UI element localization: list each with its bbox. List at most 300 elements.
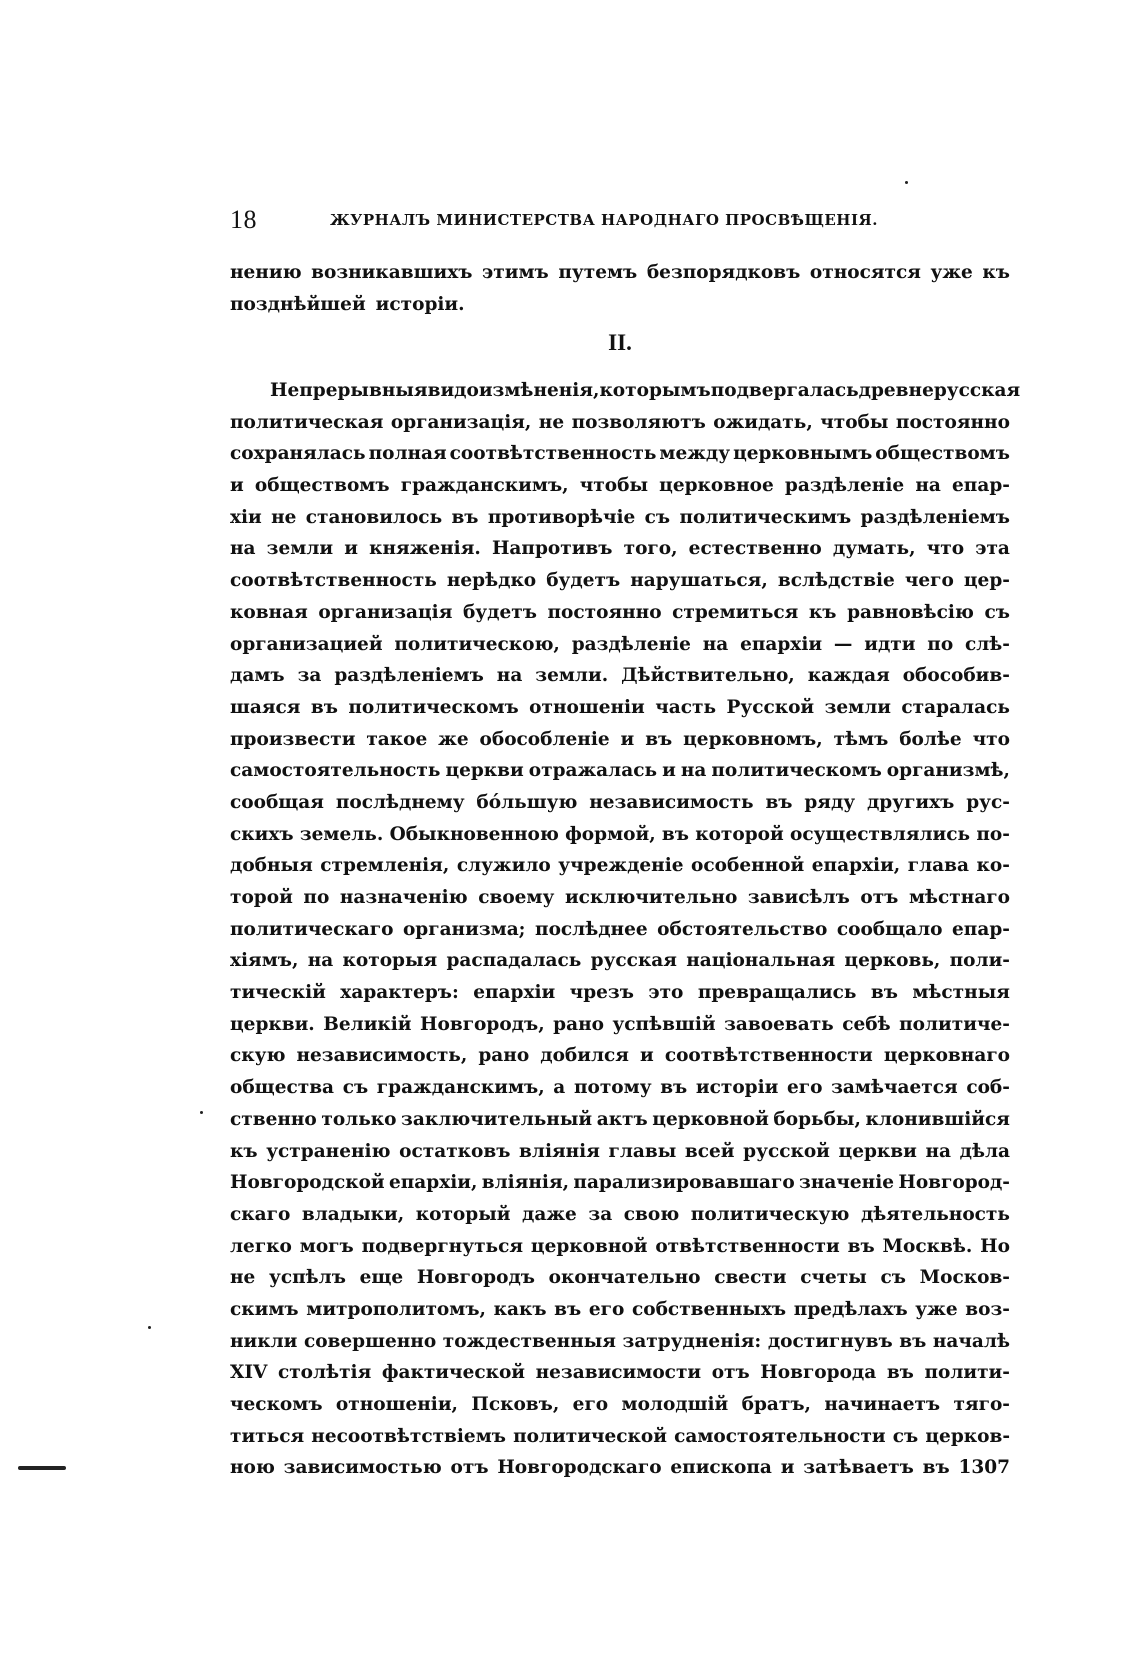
word: ряду	[804, 791, 856, 813]
word: ною	[230, 1457, 275, 1479]
word: которыя	[342, 950, 438, 972]
word: чтобы	[579, 475, 648, 497]
word: молодшій	[621, 1394, 729, 1415]
word: Великій	[323, 1013, 412, 1035]
word: того,	[623, 538, 678, 560]
word: политическимъ	[679, 506, 852, 528]
word: исторіи	[695, 1077, 779, 1099]
word: что	[926, 538, 965, 560]
word: земли	[266, 538, 334, 560]
word: актъ	[596, 1108, 648, 1130]
text-line	[230, 375, 1021, 407]
word: церков-	[925, 1425, 1010, 1447]
word: даже	[522, 1203, 577, 1225]
word: гражданскимъ,	[400, 475, 569, 497]
word: зависѣлъ	[747, 887, 850, 908]
word: самостоятельность	[230, 760, 441, 782]
word: за	[588, 1203, 613, 1225]
word: —	[833, 633, 853, 655]
word: организація	[318, 601, 453, 623]
word: соотвѣтственности	[664, 1045, 873, 1067]
word: на	[496, 665, 523, 687]
text-line	[230, 565, 1010, 597]
word: счеты	[800, 1267, 867, 1289]
section-heading: II.	[608, 330, 632, 355]
text-line	[230, 1357, 1010, 1389]
word: начинаетъ	[824, 1394, 941, 1415]
word: несоотвѣтствіемъ	[311, 1425, 506, 1447]
word: самостоятельности	[674, 1425, 886, 1447]
word: церковное	[659, 475, 774, 497]
word: этимъ	[482, 262, 549, 283]
word: раздѣленіе	[784, 475, 905, 497]
text-line	[230, 1452, 1010, 1484]
word: стремленія,	[320, 855, 450, 877]
text-line	[230, 407, 1010, 439]
word: и	[640, 1045, 654, 1067]
text-line	[230, 945, 1010, 977]
word: церковнаго	[883, 1045, 1010, 1067]
word: своему	[478, 887, 555, 908]
text-line	[230, 755, 1010, 787]
word: стремиться	[672, 601, 799, 623]
word: отъ	[450, 1457, 489, 1479]
word: всей	[684, 1140, 735, 1162]
word: организма;	[402, 918, 526, 940]
word: на	[230, 538, 256, 560]
word: чрезъ	[569, 982, 634, 1004]
word: Новгородской	[230, 1172, 385, 1194]
word: значеніе	[799, 1172, 894, 1194]
word: княженія.	[369, 538, 481, 560]
word: Но	[980, 1235, 1010, 1257]
word: которымъ	[599, 380, 711, 401]
word: независимость,	[296, 1045, 468, 1067]
word: соб-	[966, 1077, 1010, 1099]
word: естественно	[688, 538, 822, 560]
word: это	[648, 982, 684, 1004]
word: затѣваетъ	[803, 1457, 914, 1479]
word: церковномъ,	[683, 728, 823, 750]
word: съ	[644, 506, 671, 528]
word: его	[588, 1298, 625, 1320]
word: обособив-	[902, 665, 1010, 687]
word: учрежденіе	[558, 855, 684, 877]
word: воз-	[965, 1298, 1010, 1320]
word: въ	[870, 982, 898, 1004]
word: въ	[645, 728, 673, 750]
word: епархіи	[740, 633, 823, 655]
word: завоевать	[724, 1013, 834, 1035]
word: устраненію	[266, 1140, 391, 1162]
word: свести	[714, 1267, 787, 1289]
word: политической	[513, 1425, 667, 1447]
word: епар-	[952, 918, 1010, 940]
text-line	[230, 438, 1010, 470]
word: съ	[880, 1267, 906, 1289]
word: въ	[922, 1457, 950, 1479]
word: за	[297, 665, 322, 687]
word: формой,	[565, 823, 656, 845]
word: общества	[230, 1077, 335, 1099]
word: отражалась	[528, 760, 658, 782]
word: относятся	[809, 262, 921, 283]
word: на	[680, 760, 707, 782]
word: постоянно	[547, 601, 662, 623]
word: поли-	[949, 950, 1010, 972]
word: послѣднему	[335, 791, 465, 813]
word: что	[972, 728, 1010, 750]
word: зависимостью	[283, 1457, 442, 1479]
word: церковь,	[844, 950, 941, 972]
word: въ	[554, 1298, 582, 1320]
word: церковной	[652, 1108, 769, 1130]
word: будетъ	[546, 570, 621, 592]
word: который	[415, 1203, 511, 1225]
word: въ	[661, 823, 689, 845]
word: позднѣйшей	[230, 293, 366, 315]
text-line	[230, 882, 1010, 914]
word: противорѣчіе	[487, 506, 636, 528]
text-line	[230, 819, 1010, 851]
word: глава	[907, 855, 969, 877]
word: соотвѣтственность	[449, 443, 657, 465]
word: хіямъ,	[230, 950, 299, 972]
word: его	[572, 1394, 609, 1415]
word: и	[620, 728, 635, 750]
word: отвѣтственности	[655, 1235, 840, 1257]
word: совершенно	[303, 1330, 437, 1352]
word: шаяся	[230, 696, 301, 718]
word: съ	[342, 1077, 369, 1099]
word: равновѣсію	[847, 601, 974, 623]
text-line	[230, 1421, 1010, 1453]
word: раздѣленіемъ	[860, 506, 1010, 528]
word: Дѣйствительно,	[621, 665, 795, 687]
word: видоизмѣненія,	[427, 380, 600, 401]
word: фактической	[381, 1362, 526, 1384]
word: политиче-	[899, 1013, 1010, 1035]
word: подвергалась	[710, 380, 859, 401]
word: Новгородъ	[416, 1267, 535, 1289]
word: слѣ-	[964, 633, 1010, 655]
word: ковная	[230, 601, 308, 623]
word: затрудненія:	[622, 1330, 762, 1352]
word: политическомъ	[711, 760, 882, 782]
text-line	[230, 257, 1010, 289]
word: еще	[359, 1267, 404, 1289]
word: епархіи,	[388, 1172, 478, 1194]
word: Русской	[726, 696, 815, 718]
word: ко-	[976, 855, 1010, 877]
word: епископа	[670, 1457, 772, 1479]
word: клонившійся	[865, 1108, 1010, 1130]
word: обществомъ	[875, 443, 1010, 465]
word: часть	[655, 696, 717, 718]
journal-title: ЖУРНАЛЪ МИНИСТЕРСТВА НАРОДНАГО ПРОСВѢЩЕНІЯ.	[330, 211, 878, 229]
word: позволяютъ	[571, 411, 706, 433]
word: тождественныя	[442, 1330, 616, 1352]
word: идти	[864, 633, 916, 655]
word: и	[780, 1457, 795, 1479]
word: соотвѣтственность	[230, 570, 437, 592]
word: Новгородъ,	[420, 1013, 545, 1035]
word: церкви.	[230, 1013, 315, 1035]
word: гражданскимъ,	[376, 1077, 545, 1099]
word: остатковъ	[399, 1140, 511, 1162]
text-line	[230, 597, 1010, 629]
word: отъ	[711, 1362, 750, 1384]
text-line	[230, 1040, 1010, 1072]
text-line	[230, 1072, 1010, 1104]
word: Псковъ,	[471, 1394, 560, 1415]
word: становилось	[305, 506, 443, 528]
word: вліянія,	[481, 1172, 570, 1194]
word: титься	[230, 1425, 305, 1447]
word: подвергнуться	[361, 1235, 524, 1257]
text-line	[230, 1167, 1010, 1199]
word: какъ	[493, 1298, 547, 1320]
text-line	[230, 787, 1010, 819]
text-line	[230, 1009, 1010, 1041]
text-line	[230, 502, 1010, 534]
word: дѣятельность	[860, 1203, 1010, 1225]
word: политическаго	[230, 918, 394, 940]
word: раздѣленіе	[571, 633, 691, 655]
word: епархіи,	[811, 855, 901, 877]
word: организація,	[390, 411, 532, 433]
word: нерѣдко	[446, 570, 537, 592]
word: которой	[695, 823, 784, 845]
main-paragraph	[230, 375, 1021, 1484]
word: произвести	[230, 728, 356, 750]
print-speck	[148, 1326, 151, 1329]
word: по-	[976, 823, 1010, 845]
word: нению	[230, 262, 302, 283]
word: собственныхъ	[631, 1298, 787, 1320]
word: уже	[915, 1298, 958, 1320]
print-speck	[905, 181, 908, 184]
word: исключительно	[564, 887, 738, 908]
word: рано	[553, 1013, 604, 1035]
word: древнерусская	[858, 380, 1021, 401]
text-line	[230, 533, 1010, 565]
word: политическая	[230, 411, 384, 433]
intro-paragraph	[230, 257, 1010, 320]
word: свою	[623, 1203, 680, 1225]
word: Напротивъ	[491, 538, 613, 560]
word: скихъ	[230, 823, 294, 845]
word: Новгород-	[898, 1172, 1010, 1194]
word: успѣлъ	[269, 1267, 346, 1289]
word: обстоятельство	[657, 918, 828, 940]
word: тѣмъ	[833, 728, 889, 750]
word: скаго	[230, 1203, 291, 1225]
word: не	[538, 411, 565, 433]
word: съ	[892, 1425, 919, 1447]
word: отъ	[860, 887, 899, 908]
word: на	[925, 1140, 951, 1162]
word: національная	[686, 950, 836, 972]
text-line	[230, 1262, 1010, 1294]
word: легко	[230, 1235, 292, 1257]
word: постоянно	[895, 411, 1010, 433]
word: къ	[808, 601, 837, 623]
word: церкви	[445, 760, 524, 782]
text-line	[230, 692, 1010, 724]
word: характеръ:	[340, 982, 459, 1004]
word: въ	[310, 696, 338, 718]
word: послѣднее	[535, 918, 648, 940]
text-line	[230, 1326, 1010, 1358]
word: епархіи	[473, 982, 556, 1004]
word: распадалась	[446, 950, 582, 972]
word: болѣе	[899, 728, 962, 750]
word: рано	[478, 1045, 530, 1067]
word: Новгорода	[760, 1362, 877, 1384]
word: къ	[230, 1140, 258, 1162]
text-line	[230, 660, 1010, 692]
word: независимость	[589, 791, 754, 813]
word: чего	[904, 570, 954, 592]
word: же	[438, 728, 469, 750]
word: скимъ	[230, 1298, 299, 1320]
word: добился	[540, 1045, 629, 1067]
word: не	[230, 1267, 256, 1289]
word: русской	[743, 1140, 830, 1162]
text-line	[230, 724, 1010, 756]
word: эта	[975, 538, 1010, 560]
word: сообщало	[836, 918, 943, 940]
word: политическою,	[394, 633, 560, 655]
word: Москвѣ.	[882, 1235, 973, 1257]
word: никли	[230, 1330, 298, 1352]
word: на	[702, 633, 729, 655]
word: въ	[847, 1235, 875, 1257]
word: Обыкновенною	[389, 823, 559, 845]
word: политическомъ	[348, 696, 519, 718]
word: ожидать,	[713, 411, 813, 433]
text-line	[230, 289, 1010, 321]
word: каждая	[807, 665, 890, 687]
word: бо́льшую	[476, 791, 578, 813]
word: сохранялась	[230, 443, 366, 465]
word: скую	[230, 1045, 286, 1067]
word: безпорядковъ	[646, 262, 801, 283]
word: добныя	[230, 855, 313, 877]
word: тическій	[230, 982, 326, 1004]
text-line	[230, 1136, 1010, 1168]
word: по	[303, 887, 330, 908]
word: вслѣдствіе	[777, 570, 895, 592]
text-line	[230, 1231, 1010, 1263]
word: столѣтія	[277, 1362, 372, 1384]
word: началѣ	[932, 1330, 1010, 1352]
word: чтобы	[820, 411, 889, 433]
word: старалась	[901, 696, 1010, 718]
word: церкви	[838, 1140, 917, 1162]
word: исторіи.	[375, 293, 465, 315]
word: мѣстныя	[912, 982, 1010, 1004]
word: отношеніи,	[335, 1394, 458, 1415]
word: митрополитомъ,	[306, 1298, 486, 1320]
word: дамъ	[230, 665, 285, 687]
word: замѣчается	[831, 1077, 958, 1099]
word: епар-	[952, 475, 1010, 497]
text-line	[230, 1294, 1010, 1326]
word: и	[344, 538, 358, 560]
word: а	[553, 1077, 566, 1099]
word: особенной	[691, 855, 805, 877]
word: заключительный	[401, 1108, 593, 1130]
word: путемъ	[558, 262, 638, 283]
word: цер-	[963, 570, 1010, 592]
word: будетъ	[462, 601, 537, 623]
word: такое	[366, 728, 428, 750]
word: съ	[984, 601, 1010, 623]
word: думать,	[832, 538, 916, 560]
word: могъ	[299, 1235, 354, 1257]
word: земли.	[535, 665, 609, 687]
running-head	[230, 205, 1010, 245]
word: обществомъ	[254, 475, 390, 497]
word: хіи	[230, 506, 262, 528]
word: русская	[590, 950, 677, 972]
word: нарушаться,	[630, 570, 768, 592]
text-line	[230, 1199, 1010, 1231]
word: не	[271, 506, 297, 528]
word: братъ,	[741, 1394, 811, 1415]
word: и	[230, 475, 244, 497]
word: въ	[765, 791, 793, 813]
text-line	[230, 850, 1010, 882]
word: осуществлялись	[789, 823, 971, 845]
word: полити-	[924, 1362, 1010, 1384]
text-line	[230, 1389, 1010, 1421]
word: сообщая	[230, 791, 324, 813]
word: церковной	[530, 1235, 648, 1257]
text-line	[230, 1104, 1010, 1136]
word: обособленіе	[479, 728, 610, 750]
word: окончательно	[548, 1267, 701, 1289]
word: въ	[451, 506, 479, 528]
text-line	[230, 470, 1010, 502]
word: достигнувъ	[767, 1330, 893, 1352]
word: политическую	[690, 1203, 850, 1225]
word: раздѣленіемъ	[334, 665, 484, 687]
word: на	[307, 950, 334, 972]
text-line	[230, 629, 1010, 661]
word: XIV	[230, 1362, 268, 1384]
word: торой	[230, 887, 293, 908]
word: въ	[899, 1330, 927, 1352]
word: въ	[660, 1077, 688, 1099]
page-number: 18	[230, 205, 257, 234]
word: мѣстнаго	[908, 887, 1010, 908]
word: 1307	[958, 1457, 1010, 1479]
word: Новгородскаго	[497, 1457, 662, 1479]
margin-mark	[18, 1466, 66, 1470]
word: его	[787, 1077, 823, 1099]
word: Москов-	[919, 1267, 1010, 1289]
word: потому	[573, 1077, 652, 1099]
word: успѣвшій	[612, 1013, 716, 1035]
word: независимости	[535, 1362, 702, 1384]
word: отношеніи	[529, 696, 645, 718]
word: главы	[608, 1140, 677, 1162]
word: между	[659, 443, 731, 465]
word: служило	[456, 855, 551, 877]
